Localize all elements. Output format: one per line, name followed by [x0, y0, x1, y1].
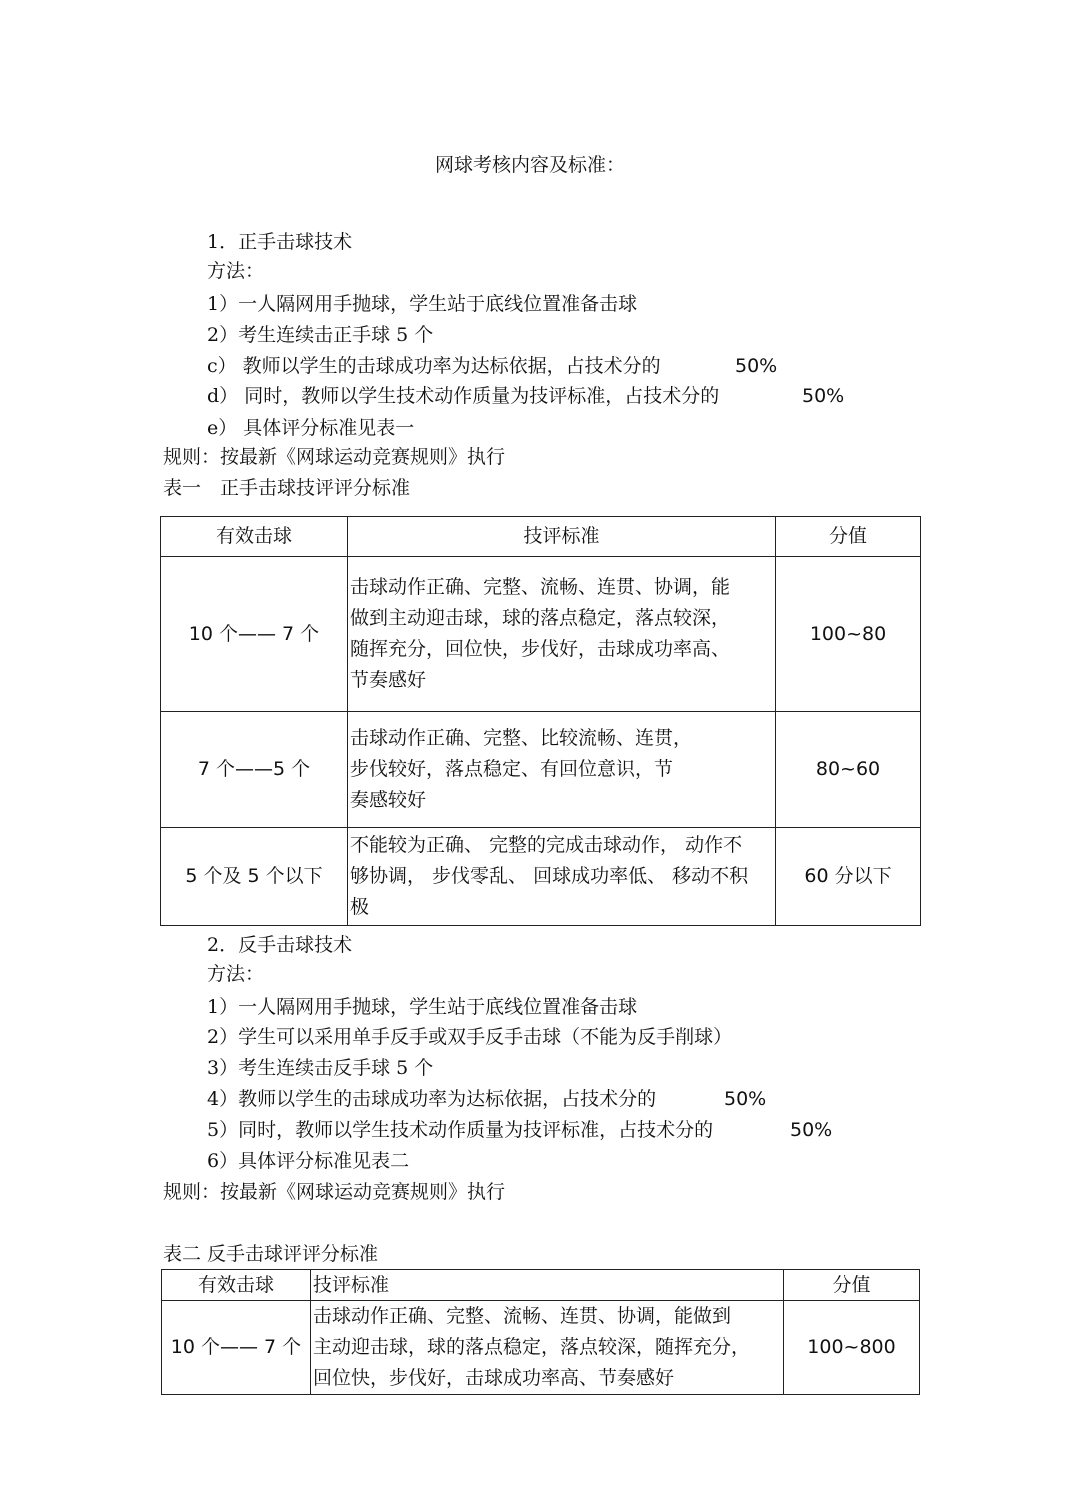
- criteria-line: 击球动作正确、完整、流畅、连贯、协调，能: [350, 576, 731, 598]
- table-row: [161, 557, 921, 712]
- table1-row3-criteria: [348, 828, 776, 926]
- section1-item-1: 1）一人隔网用手抛球，学生站于底线位置准备击球: [207, 293, 638, 315]
- table2-caption: 表二 反手击球评评分标准: [163, 1243, 379, 1265]
- table1-header-criteria: 技评标准: [348, 517, 776, 557]
- section2-item-5-percent: 50%: [790, 1119, 833, 1141]
- table2-row1-count: 10 个—— 7 个: [162, 1301, 311, 1395]
- section1-item-d: d） 同时，教师以学生技术动作质量为技评标准，占技术分的: [207, 385, 720, 407]
- section1-item-d-percent: 50%: [802, 385, 845, 407]
- criteria-line: 做到主动迎击球，球的落点稳定，落点较深，: [350, 607, 731, 629]
- section2-item-4: 4）教师以学生的击球成功率为达标依据，占技术分的: [207, 1088, 657, 1110]
- section1-item-c-percent: 50%: [735, 355, 778, 377]
- table2-header-score: 分值: [784, 1270, 920, 1301]
- criteria-line: 随挥充分，回位快，步伐好，击球成功率高、: [350, 638, 731, 660]
- section1-heading: 1．正手击球技术: [207, 231, 353, 253]
- section1-item-c: c） 教师以学生的击球成功率为达标依据，占技术分的: [207, 355, 661, 377]
- section2-item-3: 3）考生连续击反手球 5 个: [207, 1057, 434, 1079]
- table1-row2-count: 7 个——5 个: [161, 712, 348, 828]
- criteria-line: 极: [350, 896, 370, 918]
- criteria-line: 够协调， 步伐零乱、 回球成功率低、 移动不积: [350, 865, 749, 887]
- section1-item-2: 2）考生连续击正手球 5 个: [207, 324, 434, 346]
- table2-header-criteria: 技评标准: [311, 1270, 784, 1301]
- criteria-line: 主动迎击球，球的落点稳定，落点较深，随挥充分，: [313, 1336, 751, 1358]
- table1-header-count: 有效击球: [161, 517, 348, 557]
- section2-method-label: 方法：: [207, 963, 265, 985]
- table2-header-row: [162, 1270, 920, 1301]
- table2: [161, 1269, 920, 1395]
- section2-item-1: 1）一人隔网用手抛球，学生站于底线位置准备击球: [207, 996, 638, 1018]
- criteria-line: 回位快，步伐好，击球成功率高、节奏感好: [313, 1367, 675, 1389]
- table-row: [162, 1301, 920, 1395]
- criteria-line: 击球动作正确、完整、比较流畅、连贯，: [350, 727, 693, 749]
- table2-row1-score: 100~800: [784, 1301, 920, 1395]
- table1: [160, 516, 921, 926]
- table1-header-row: [161, 517, 921, 557]
- section2-item-6: 6）具体评分标准见表二: [207, 1150, 410, 1172]
- table1-row3-count: 5 个及 5 个以下: [161, 828, 348, 926]
- table2-row1-criteria: [311, 1301, 784, 1395]
- table1-row3-score: 60 分以下: [776, 828, 921, 926]
- table2-header-count: 有效击球: [162, 1270, 311, 1301]
- section2-rule: 规则：按最新《网球运动竞赛规则》执行: [163, 1181, 506, 1203]
- section2-heading: 2．反手击球技术: [207, 934, 353, 956]
- criteria-line: 节奏感好: [350, 669, 427, 691]
- table-row: [161, 712, 921, 828]
- table1-row1-score: 100~80: [776, 557, 921, 712]
- section2-item-4-percent: 50%: [724, 1088, 767, 1110]
- section1-method-label: 方法：: [207, 260, 265, 282]
- table1-row1-criteria: [348, 557, 776, 712]
- criteria-line: 奏感较好: [350, 789, 427, 811]
- section1-item-e: e） 具体评分标准见表一: [207, 417, 415, 439]
- criteria-line: 步伐较好，落点稳定、有回位意识，节: [350, 758, 674, 780]
- table1-caption: 表一 正手击球技评评分标准: [163, 477, 411, 499]
- table1-row2-criteria: [348, 712, 776, 828]
- table1-header-score: 分值: [776, 517, 921, 557]
- table1-row1-count: 10 个—— 7 个: [161, 557, 348, 712]
- criteria-line: 击球动作正确、完整、流畅、连贯、协调，能做到: [313, 1305, 732, 1327]
- document-title: 网球考核内容及标准：: [434, 154, 625, 176]
- criteria-line: 不能较为正确、 完整的完成击球动作， 动作不: [350, 834, 743, 856]
- section2-item-5: 5）同时，教师以学生技术动作质量为技评标准，占技术分的: [207, 1119, 714, 1141]
- table-row: [161, 828, 921, 926]
- section1-rule: 规则：按最新《网球运动竞赛规则》执行: [163, 446, 506, 468]
- table1-row2-score: 80~60: [776, 712, 921, 828]
- section2-item-2: 2）学生可以采用单手反手或双手反手击球（不能为反手削球）: [207, 1026, 733, 1048]
